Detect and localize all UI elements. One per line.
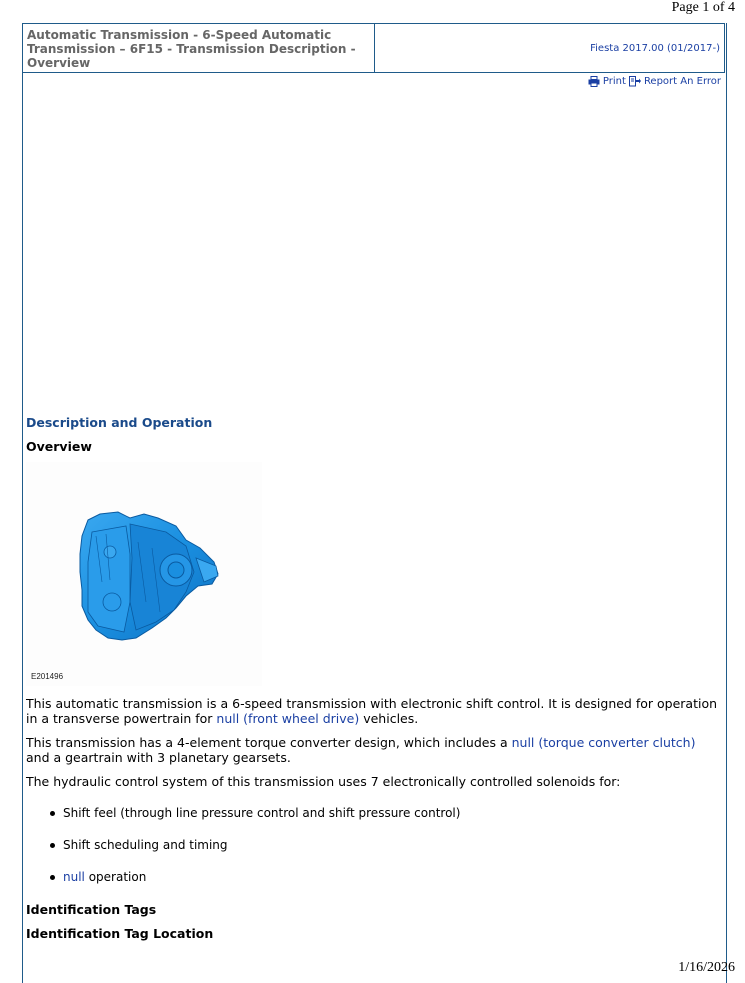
- solenoid-uses-list: [26, 806, 716, 902]
- list-item: Shift scheduling and timing: [26, 838, 716, 870]
- blank-image-area: [24, 96, 723, 406]
- figure-code: E201496: [31, 672, 64, 681]
- identification-tag-location-heading: Identification Tag Location: [26, 926, 214, 941]
- header-table: [22, 23, 725, 73]
- null-link[interactable]: null: [63, 870, 85, 884]
- print-link[interactable]: Print: [602, 76, 626, 87]
- report-icon[interactable]: [629, 76, 641, 87]
- list-item: Shift feel (through line pressure control and shift pressure control): [26, 806, 716, 838]
- paragraph-hydraulic: The hydraulic control system of this transmission uses 7 electronically controlled solenoids for:: [26, 774, 621, 789]
- toolbar: [588, 76, 721, 87]
- vehicle-model: Fiesta 2017.00 (01/2017-): [590, 42, 720, 54]
- paragraph-torque-converter: This transmission has a 4-element torque converter design, which includes a null (torque converter clutch) and a geartrain with 3 planetary gearsets.: [26, 735, 696, 765]
- transmission-illustration: [26, 462, 262, 686]
- page-number: Page 1 of 4: [671, 0, 735, 15]
- footer-date: 1/16/2026: [678, 960, 735, 975]
- document-title: Automatic Transmission - 6-Speed Automatic Transmission – 6F15 - Transmission Description - Overview: [23, 24, 375, 72]
- identification-tags-heading: Identification Tags: [26, 902, 157, 917]
- list-item: null operation: [26, 870, 716, 902]
- section-heading: Description and Operation: [26, 415, 213, 430]
- printer-icon[interactable]: [588, 76, 600, 87]
- front-wheel-drive-link[interactable]: null (front wheel drive): [216, 710, 360, 726]
- report-error-link[interactable]: Report An Error: [643, 76, 721, 87]
- paragraph-intro: This automatic transmission is a 6-speed transmission with electronic shift control. It is designed for operation in a transverse powertrain for null (front wheel drive) vehicles.: [26, 696, 718, 726]
- overview-heading: Overview: [26, 439, 92, 454]
- torque-converter-clutch-link[interactable]: null (torque converter clutch): [511, 735, 696, 750]
- transmission-figure: [26, 462, 262, 686]
